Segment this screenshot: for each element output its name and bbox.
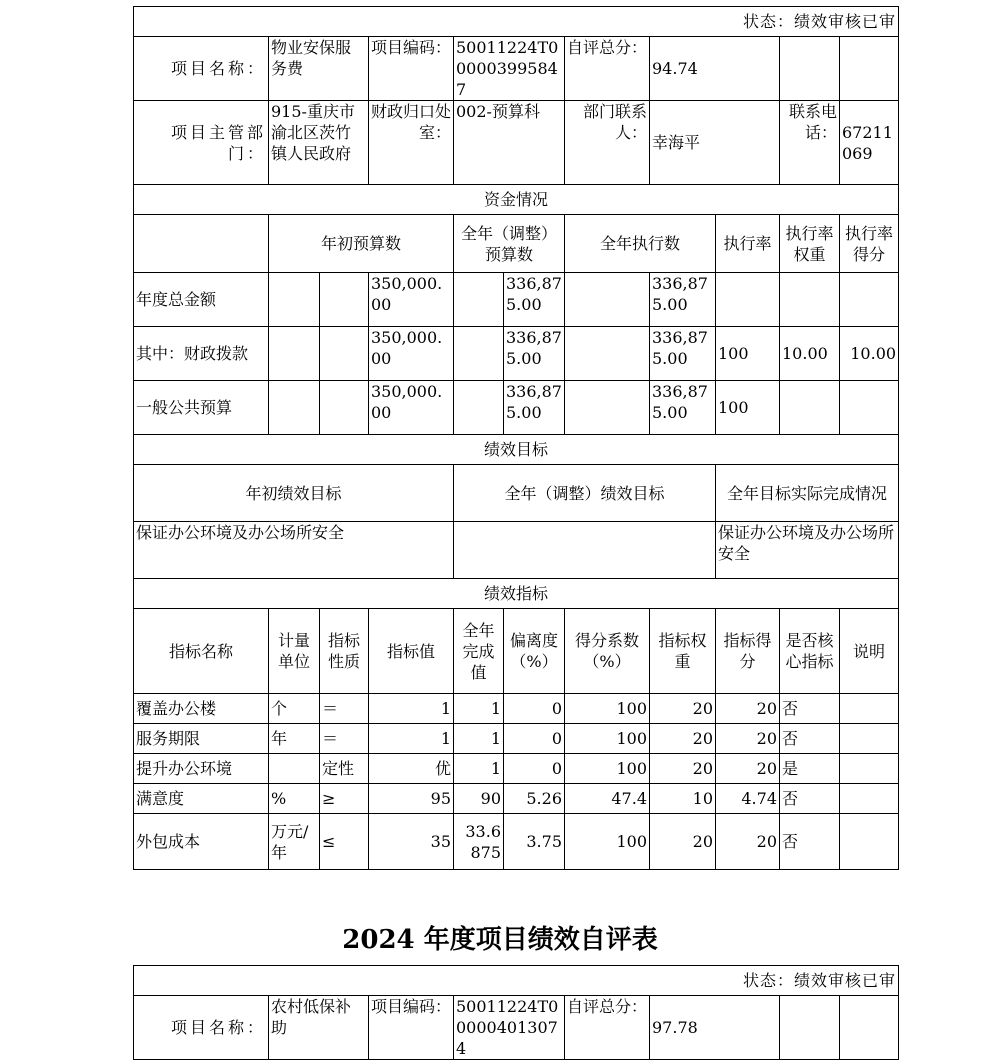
col-exec-score: 执行率得分: [840, 215, 899, 273]
ind-value: 优: [369, 754, 454, 784]
contact-label: 部门联系人：: [565, 101, 650, 185]
empty-cell: [134, 215, 269, 273]
col-initial-budget: 年初预算数: [269, 215, 454, 273]
ind-value: 1: [369, 724, 454, 754]
indicator-row: [134, 724, 899, 754]
indicator-row: [134, 694, 899, 724]
ind-score: 20: [716, 754, 780, 784]
status-label: 状态：绩效审核已审: [134, 966, 899, 996]
empty-cell: [780, 996, 840, 1060]
ind-weight: 20: [650, 694, 716, 724]
funds-weight: [780, 273, 840, 327]
empty-cell: [269, 327, 320, 381]
funds-initial: 350,000.00: [369, 273, 454, 327]
col-exec-rate: 执行率: [716, 215, 780, 273]
ind-weight: 20: [650, 724, 716, 754]
ind-nature: ≤: [320, 814, 369, 870]
empty-cell: [565, 381, 650, 435]
ind-weight: 10: [650, 784, 716, 814]
self-score-label: 自评总分：: [565, 996, 650, 1060]
ind-note: [840, 694, 899, 724]
funds-section-header: 资金情况: [134, 185, 899, 215]
ind-name: 提升办公环境: [134, 754, 269, 784]
indicators-section-header: 绩效指标: [134, 579, 899, 609]
ind-value: 35: [369, 814, 454, 870]
ind-note: [840, 814, 899, 870]
ind-unit: 年: [269, 724, 320, 754]
ind-weight: 20: [650, 814, 716, 870]
ind-name: 服务期限: [134, 724, 269, 754]
ind-deviation: 0: [504, 694, 565, 724]
empty-cell: [840, 37, 899, 101]
empty-cell: [320, 273, 369, 327]
ind-coef: 100: [565, 814, 650, 870]
empty-cell: [780, 37, 840, 101]
finance-office-label: 财政归口处室：: [369, 101, 454, 185]
goals-section-header: 绩效目标: [134, 435, 899, 465]
funds-executed: 336,875.00: [650, 327, 716, 381]
funds-rate: 100: [716, 327, 780, 381]
funds-weight: 10.00: [780, 327, 840, 381]
ind-nature: ＝: [320, 694, 369, 724]
col-ind-nature: 指标性质: [320, 609, 369, 694]
col-exec-weight: 执行率权重: [780, 215, 840, 273]
ind-score: 20: [716, 694, 780, 724]
ind-done: 90: [454, 784, 504, 814]
ind-core: 否: [780, 694, 840, 724]
indicator-row: [134, 814, 899, 870]
ind-unit: 万元/年: [269, 814, 320, 870]
funds-adjusted: 336,875.00: [504, 273, 565, 327]
ind-value: 1: [369, 694, 454, 724]
project-name-label: 项目名称：: [134, 37, 269, 101]
col-adjusted-budget: 全年（调整）预算数: [454, 215, 565, 273]
col-actual-goal: 全年目标实际完成情况: [716, 465, 899, 522]
project-name: 物业安保服务费: [269, 37, 369, 101]
self-score: 97.78: [650, 996, 780, 1060]
ind-coef: 100: [565, 724, 650, 754]
ind-deviation: 3.75: [504, 814, 565, 870]
empty-cell: [454, 327, 504, 381]
status-label: 状态：绩效审核已审: [134, 7, 899, 37]
ind-nature: 定性: [320, 754, 369, 784]
ind-score: 20: [716, 724, 780, 754]
col-ind-deviation: 偏离度（%）: [504, 609, 565, 694]
ind-core: 是: [780, 754, 840, 784]
initial-goal-text: 保证办公环境及办公场所安全: [134, 522, 454, 579]
funds-initial: 350,000.00: [369, 327, 454, 381]
ind-note: [840, 784, 899, 814]
col-ind-weight: 指标权重: [650, 609, 716, 694]
empty-cell: [269, 273, 320, 327]
self-score-label: 自评总分：: [565, 37, 650, 101]
ind-unit: [269, 754, 320, 784]
phone-label: 联系电话：: [780, 101, 840, 185]
funds-row-label: 其中：财政拨款: [134, 327, 269, 381]
empty-cell: [269, 381, 320, 435]
project-evaluation-table-1: [133, 6, 899, 870]
funds-adjusted: 336,875.00: [504, 381, 565, 435]
ind-deviation: 0: [504, 754, 565, 784]
empty-cell: [565, 273, 650, 327]
ind-coef: 100: [565, 694, 650, 724]
funds-row-label: 年度总金额: [134, 273, 269, 327]
empty-cell: [565, 327, 650, 381]
col-ind-note: 说明: [840, 609, 899, 694]
col-ind-value: 指标值: [369, 609, 454, 694]
self-score: 94.74: [650, 37, 780, 101]
project-code: 50011224T000004013074: [454, 996, 565, 1060]
ind-core: 否: [780, 814, 840, 870]
ind-core: 否: [780, 724, 840, 754]
ind-deviation: 0: [504, 724, 565, 754]
ind-nature: ≥: [320, 784, 369, 814]
dept-label: 项目主管部门：: [134, 101, 269, 185]
contact: 幸海平: [650, 101, 780, 185]
ind-score: 20: [716, 814, 780, 870]
project-code: 50011224T000003995847: [454, 37, 565, 101]
project-code-label: 项目编码：: [369, 37, 454, 101]
ind-note: [840, 754, 899, 784]
funds-adjusted: 336,875.00: [504, 327, 565, 381]
ind-done: 1: [454, 694, 504, 724]
ind-coef: 47.4: [565, 784, 650, 814]
funds-weight: [780, 381, 840, 435]
funds-rate: [716, 273, 780, 327]
empty-cell: [320, 381, 369, 435]
page-title: 2024 年度项目绩效自评表: [342, 925, 658, 955]
dept: 915-重庆市渝北区茨竹镇人民政府: [269, 101, 369, 185]
col-ind-coef: 得分系数（%）: [565, 609, 650, 694]
col-ind-core: 是否核心指标: [780, 609, 840, 694]
empty-cell: [840, 996, 899, 1060]
ind-name: 满意度: [134, 784, 269, 814]
ind-done: 33.6875: [454, 814, 504, 870]
finance-office: 002-预算科: [454, 101, 565, 185]
funds-rate: 100: [716, 381, 780, 435]
indicator-row: [134, 784, 899, 814]
ind-weight: 20: [650, 754, 716, 784]
col-initial-goal: 年初绩效目标: [134, 465, 454, 522]
ind-deviation: 5.26: [504, 784, 565, 814]
col-adjusted-goal: 全年（调整）绩效目标: [454, 465, 716, 522]
funds-executed: 336,875.00: [650, 381, 716, 435]
empty-cell: [454, 381, 504, 435]
col-ind-name: 指标名称: [134, 609, 269, 694]
funds-score: [840, 381, 899, 435]
adjusted-goal-text: [454, 522, 716, 579]
funds-row-label: 一般公共预算: [134, 381, 269, 435]
phone: 67211069: [840, 101, 899, 185]
actual-goal-text: 保证办公环境及办公场所安全: [716, 522, 899, 579]
funds-score: 10.00: [840, 327, 899, 381]
col-ind-done: 全年完成值: [454, 609, 504, 694]
project-name-label: 项目名称：: [134, 996, 269, 1060]
ind-name: 外包成本: [134, 814, 269, 870]
indicator-row: [134, 754, 899, 784]
project-code-label: 项目编码：: [369, 996, 454, 1060]
col-ind-score: 指标得分: [716, 609, 780, 694]
col-executed: 全年执行数: [565, 215, 716, 273]
funds-initial: 350,000.00: [369, 381, 454, 435]
empty-cell: [320, 327, 369, 381]
ind-done: 1: [454, 724, 504, 754]
ind-done: 1: [454, 754, 504, 784]
ind-unit: %: [269, 784, 320, 814]
project-name: 农村低保补助: [269, 996, 369, 1060]
ind-nature: ＝: [320, 724, 369, 754]
project-evaluation-table-2: [133, 965, 899, 1060]
funds-score: [840, 273, 899, 327]
ind-name: 覆盖办公楼: [134, 694, 269, 724]
ind-coef: 100: [565, 754, 650, 784]
ind-note: [840, 724, 899, 754]
ind-score: 4.74: [716, 784, 780, 814]
ind-core: 否: [780, 784, 840, 814]
empty-cell: [454, 273, 504, 327]
col-ind-unit: 计量单位: [269, 609, 320, 694]
ind-unit: 个: [269, 694, 320, 724]
ind-value: 95: [369, 784, 454, 814]
funds-executed: 336,875.00: [650, 273, 716, 327]
